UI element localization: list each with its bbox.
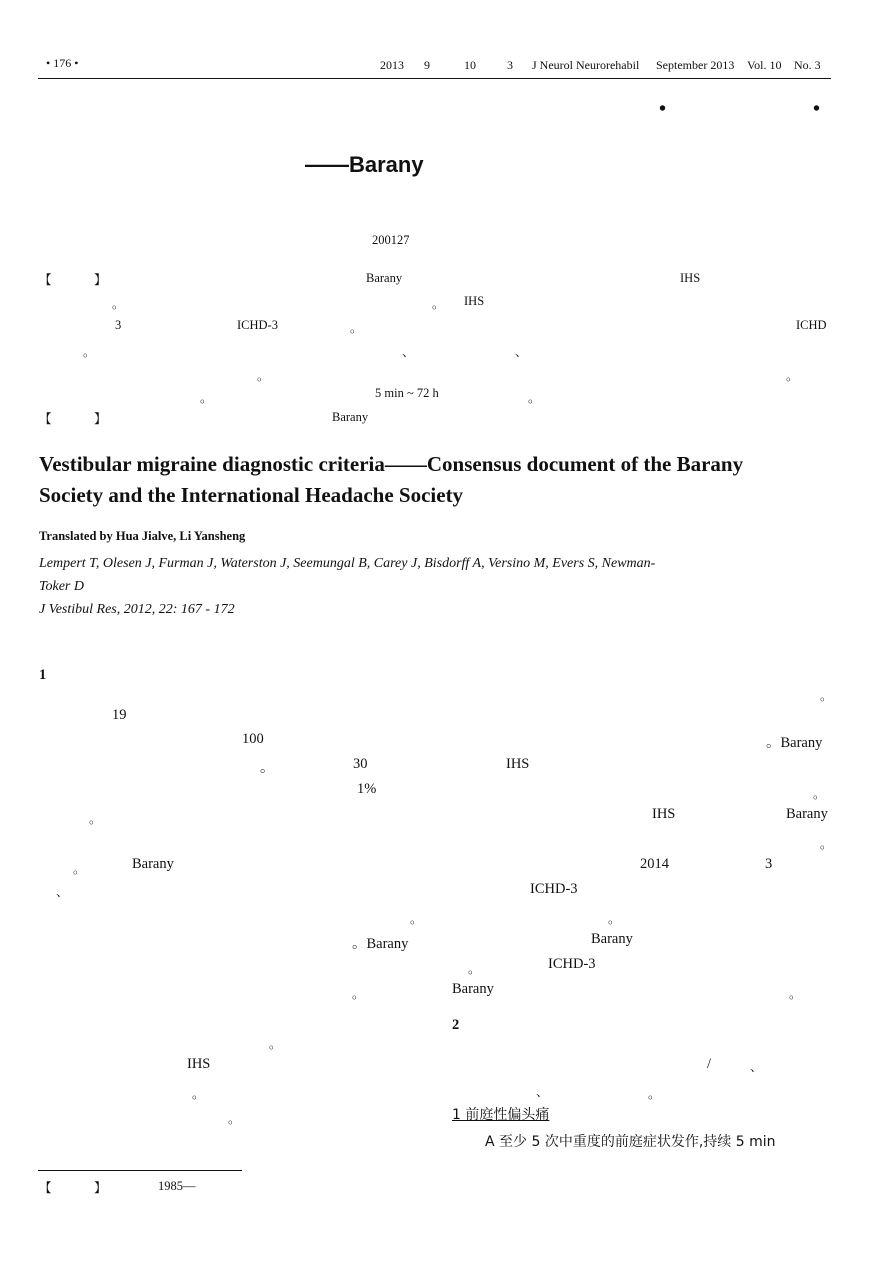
body-text: 100 [242,731,264,747]
body-text: ICHD-3 [530,881,578,897]
body-text: 。 [820,837,833,851]
body-text: 。 [260,760,275,776]
header-volume: 10 [464,58,476,72]
keywords-text: Barany [332,410,369,424]
title-barany: Barany [349,152,424,177]
body-text: 30 [353,756,368,772]
abstract-text: 。 [257,369,270,383]
body-text: 。 [228,1112,241,1126]
body-text: 。 [352,987,365,1001]
body-text: IHS [187,1056,211,1072]
header-journal: J Neurol Neurorehabil [532,58,640,72]
body-text: IHS [506,756,530,772]
keywords-bracket-close: 】 [94,411,107,426]
body-text: 、 [536,1085,549,1099]
header-date: September 2013 [656,58,735,72]
subheading: 1 前庭性偏头痛 [452,1107,550,1123]
body-text: 。 [789,987,802,1001]
abstract-text: 。 [350,321,363,335]
body-text: 。 [468,962,481,976]
abstract-text: ICHD [796,318,827,332]
body-text: Barany [786,806,828,822]
header-month: 9 [424,58,430,72]
abstract-text: Barany [366,271,403,285]
abstract-bracket-open: 【 [39,272,52,287]
abstract-text: 。 [786,369,799,383]
abstract-text: 。 [83,345,96,359]
abstract-text: 。 [528,391,541,405]
abstract-text: 。 [200,391,213,405]
body-text: / [707,1056,712,1072]
abstract-bracket-close: 】 [94,272,107,287]
criterion-a: A 至少 5 次中重度的前庭症状发作,持续 5 min [485,1134,776,1150]
section-number: 2 [452,1017,460,1033]
page-number: • 176 • [46,56,79,70]
citation: J Vestibul Res, 2012, 22: 167 - 172 [39,602,235,617]
title-dash: —— [305,152,349,177]
body-text: ICHD-3 [548,956,596,972]
body-text: 。 [648,1087,661,1101]
header-issue: 3 [507,58,513,72]
authors-line: Toker D [39,579,84,594]
body-text: 。 [192,1087,205,1101]
body-text: 、 [750,1060,763,1074]
body-text: 19 [112,707,127,723]
body-text: 2014 [640,856,669,872]
body-text: Barany [452,981,494,997]
header-year: 2013 [380,58,404,72]
english-title-line: Society and the International Headache Society [39,483,464,507]
body-text: 、 [56,885,69,899]
body-text: 。 [73,862,86,876]
abstract-text: 3 [115,318,122,332]
abstract-text: 。 [112,297,125,311]
body-text: Barany [591,931,633,947]
footnote-rule [38,1170,242,1171]
keywords-bracket-open: 【 [39,411,52,426]
abstract-text: IHS [464,294,485,308]
abstract-text: 、 [515,345,528,359]
abstract-text: IHS [680,271,701,285]
body-text: Barany [132,856,174,872]
footnote [0,1178,300,1198]
footnote-bracket-open: 【 [39,1180,52,1195]
abstract-text: 、 [402,345,415,359]
footnote-year: 1985— [158,1179,196,1193]
body-text: 。 [410,912,423,926]
affiliation-postcode: 200127 [372,233,410,247]
abstract-duration: 5 min ~ 72 h [375,386,439,400]
body-text: 。 [813,787,826,801]
body-text: IHS [652,806,676,822]
body-text: 1% [357,781,377,797]
column-dot: • [659,98,667,120]
body-text: 。Barany [352,936,409,952]
abstract-text: ICHD-3 [237,318,278,332]
body-text: 。 [608,912,621,926]
authors-line: Lempert T, Olesen J, Furman J, Waterston J, Seemungal B, Carey J, Bisdorff A, Versino M, Evers S, Newman- [39,556,656,571]
body-text: 。Barany [766,735,823,751]
column-dot: • [813,98,821,120]
header-no: No. 3 [794,58,821,72]
footnote-bracket-close: 】 [94,1180,107,1195]
abstract-text: 。 [432,297,445,311]
translated-by: Translated by Hua Jialve, Li Yansheng [39,529,246,543]
header-vol: Vol. 10 [747,58,782,72]
section-number: 1 [39,667,47,683]
body-text: 。 [820,689,833,703]
body-text: 。 [89,812,102,826]
body-text: 。 [269,1037,282,1051]
body-text: 3 [765,856,773,872]
english-title-line: Vestibular migraine diagnostic criteria——Consensus document of the Barany [39,452,744,476]
